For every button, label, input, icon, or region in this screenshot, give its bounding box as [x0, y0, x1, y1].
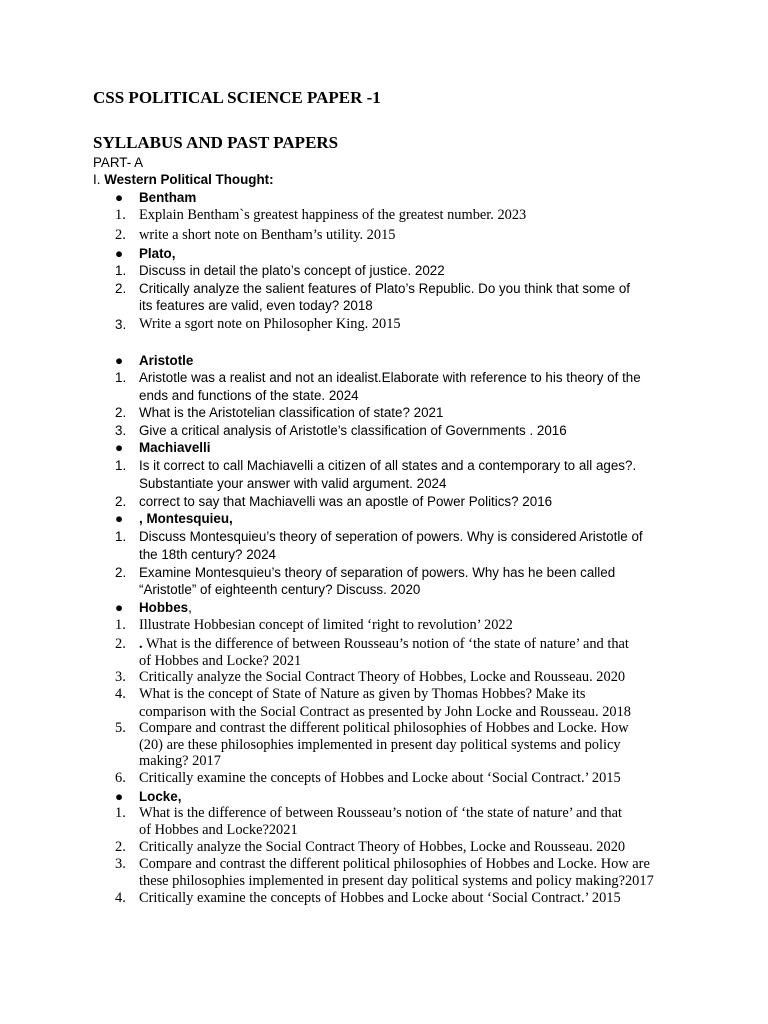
list-item: Critically analyze the Social Contract Theory of Hobbes, Locke and Rousseau. 2020: [139, 669, 626, 685]
topic-aristotle: Aristotle: [139, 353, 194, 368]
list-item-continuation: ends and functions of the state. 2024: [139, 388, 359, 403]
bullet-marker: ●: [115, 789, 124, 804]
list-item: Is it correct to call Machiavelli a citizen of all states and a contemporary to all ages?.: [139, 458, 637, 473]
list-number: 1.: [115, 458, 127, 473]
bullet-marker: ●: [115, 353, 124, 368]
list-number: 6.: [115, 770, 126, 786]
list-item: write a short note on Bentham’s utility. 2015: [139, 227, 396, 243]
list-item-continuation: comparison with the Social Contract as presented by John Locke and Rousseau. 2018: [139, 704, 631, 720]
list-item: What is the Aristotelian classification of state? 2021: [139, 405, 444, 420]
bullet-marker: ●: [115, 246, 124, 261]
list-item: Examine Montesquieu’s theory of separation of powers. Why has he been called: [139, 565, 616, 580]
list-number: 2.: [115, 494, 127, 509]
list-number: 2.: [115, 636, 126, 652]
list-number: 3.: [115, 423, 127, 438]
section-heading: [93, 171, 274, 188]
list-item: Discuss Montesquieu’s theory of seperation of powers. Why is considered Aristotle of: [139, 529, 643, 544]
topic-hobbes-comma: ,: [188, 600, 192, 615]
section-numeral: I.: [93, 172, 101, 187]
document-subtitle: SYLLABUS AND PAST PAPERS: [93, 133, 339, 152]
list-number: 1.: [115, 207, 126, 223]
list-number: 1.: [115, 617, 126, 633]
list-item: Write a sgort note on Philosopher King. 2015: [139, 316, 401, 332]
list-item-continuation: its features are valid, even today? 2018: [139, 298, 373, 313]
list-item: Give a critical analysis of Aristotle’s classification of Governments . 2016: [139, 423, 567, 438]
list-item: Critically examine the concepts of Hobbes and Locke about ‘Social Contract.’ 2015: [139, 770, 621, 786]
list-item-text: What is the difference of between Rousseau’s notion of ‘the state of nature’ and that: [142, 636, 629, 652]
list-number: 1.: [115, 263, 127, 278]
list-number: 2.: [115, 405, 127, 420]
list-item-continuation: the 18th century? 2024: [139, 547, 276, 562]
list-number: 3.: [115, 669, 126, 685]
document-title: CSS POLITICAL SCIENCE PAPER -1: [93, 88, 381, 107]
list-item-continuation: making? 2017: [139, 753, 221, 769]
bullet-marker: ●: [115, 440, 124, 455]
list-number: 1.: [115, 529, 127, 544]
list-number: 3.: [115, 856, 126, 872]
list-number: 4.: [115, 890, 126, 906]
list-item: Aristotle was a realist and not an idealist.Elaborate with reference to his theory of the: [139, 370, 641, 385]
list-number: 5.: [115, 720, 126, 736]
list-item-continuation: Substantiate your answer with valid argument. 2024: [139, 476, 447, 491]
list-number: 2.: [115, 227, 126, 243]
list-item: Critically analyze the salient features of Plato’s Republic. Do you think that some of: [139, 281, 630, 296]
list-number: 2.: [115, 565, 127, 580]
list-item-continuation: “Aristotle” of eighteenth century? Discuss. 2020: [139, 582, 421, 597]
topic-hobbes: Hobbes: [139, 600, 189, 615]
list-item: correct to say that Machiavelli was an apostle of Power Politics? 2016: [139, 494, 553, 509]
list-number: 2.: [115, 839, 126, 855]
list-number: 1.: [115, 370, 127, 385]
list-item: [139, 636, 629, 653]
list-number: 3.: [115, 317, 127, 332]
list-item: What is the concept of State of Nature as given by Thomas Hobbes? Make its: [139, 686, 586, 702]
list-item: Critically examine the concepts of Hobbes and Locke about ‘Social Contract.’ 2015: [139, 890, 621, 906]
list-item-continuation: of Hobbes and Locke?2021: [139, 822, 298, 838]
list-item: What is the difference of between Rousseau’s notion of ‘the state of nature’ and that: [139, 805, 622, 821]
topic-bentham: Bentham: [139, 190, 197, 205]
list-item: Compare and contrast the different political philosophies of Hobbes and Locke. How are: [139, 856, 650, 872]
list-item-dot: .: [139, 636, 143, 652]
topic-plato: Plato,: [139, 246, 176, 261]
bullet-marker: ●: [115, 190, 124, 205]
topic-locke: Locke,: [139, 789, 182, 804]
list-item: Compare and contrast the different political philosophies of Hobbes and Locke. How: [139, 720, 629, 736]
list-item-continuation: (20) are these philosophies implemented in present day political systems and policy: [139, 737, 621, 753]
topic-montesquieu: , Montesquieu,: [139, 511, 233, 526]
list-item: Explain Bentham`s greatest happiness of the greatest number. 2023: [139, 207, 527, 223]
bullet-marker: ●: [115, 600, 124, 615]
list-number: 2.: [115, 281, 127, 296]
list-number: 1.: [115, 805, 126, 821]
topic-hobbes-line: [139, 599, 192, 616]
part-label: PART- A: [93, 155, 144, 170]
list-item-continuation: these philosophies implemented in present day political systems and policy making?2017: [139, 873, 654, 889]
list-item-continuation: of Hobbes and Locke? 2021: [139, 653, 302, 669]
section-name: Western Political Thought:: [104, 172, 274, 187]
topic-machiavelli: Machiavelli: [139, 440, 211, 455]
list-number: 4.: [115, 686, 126, 702]
list-item: Discuss in detail the plato’s concept of justice. 2022: [139, 263, 445, 278]
list-item: Critically analyze the Social Contract Theory of Hobbes, Locke and Rousseau. 2020: [139, 839, 626, 855]
list-item: Illustrate Hobbesian concept of limited ‘right to revolution’ 2022: [139, 617, 513, 633]
bullet-marker: ●: [115, 511, 124, 526]
